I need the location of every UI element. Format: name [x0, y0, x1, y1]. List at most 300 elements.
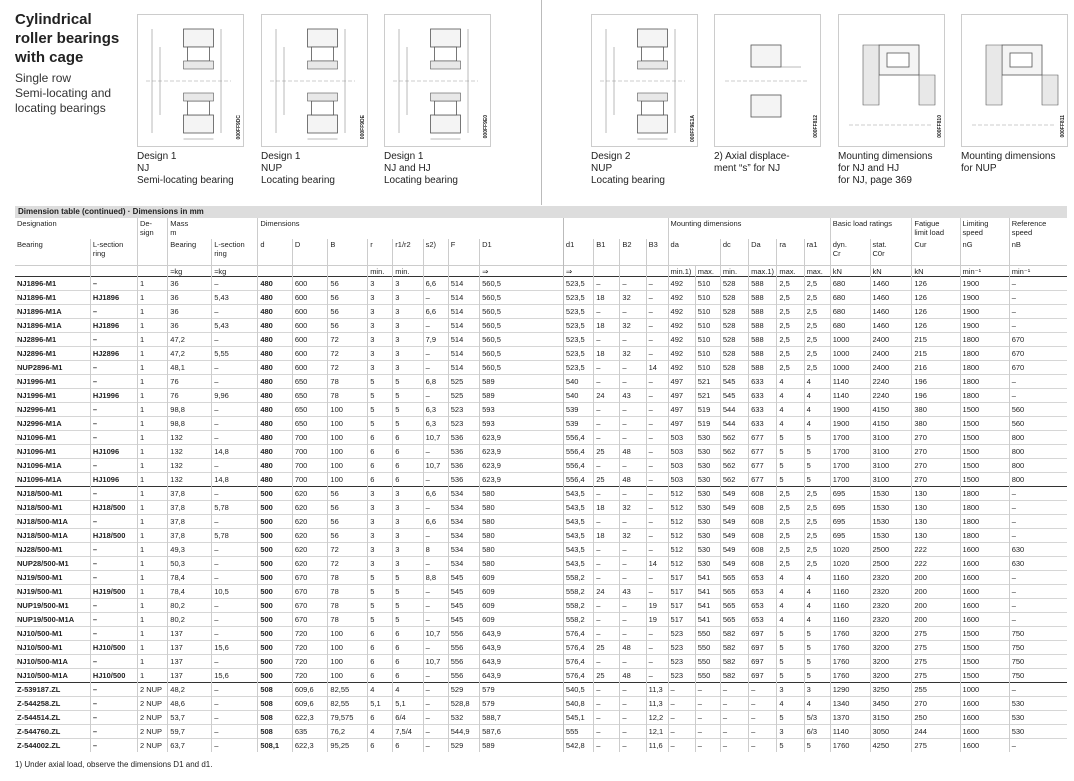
title-line: roller bearings [15, 30, 120, 47]
table-cell: 3 [393, 486, 423, 500]
table-cell: 32 [620, 318, 646, 332]
table-cell: 623,9 [480, 472, 564, 486]
table-cell: 700 [292, 444, 328, 458]
table-cell: – [1009, 682, 1067, 696]
table-cell: NJ1096-M1 [15, 444, 90, 458]
table-cell: 500 [258, 612, 293, 626]
table-cell: – [646, 318, 668, 332]
table-cell: 1600 [960, 542, 1009, 556]
table-cell: NJ10/500-M1A [15, 654, 90, 668]
table-cell: 562 [720, 430, 748, 444]
th-unit: kN [830, 265, 870, 276]
table-cell: – [620, 514, 646, 528]
table-cell: – [423, 444, 448, 458]
table-cell: 3 [777, 682, 804, 696]
table-cell: 78 [328, 388, 368, 402]
table-cell: – [646, 654, 668, 668]
table-cell: 529 [448, 738, 479, 752]
table-cell: – [594, 626, 620, 640]
table-cell: NJ2996-M1A [15, 416, 90, 430]
table-cell: 512 [668, 528, 695, 542]
table-cell: 541 [695, 570, 720, 584]
table-cell: 6 [368, 444, 393, 458]
table-cell: 560,5 [480, 290, 564, 304]
table-cell: 2400 [870, 332, 912, 346]
table-cell: 480 [258, 402, 293, 416]
table-cell: – [620, 374, 646, 388]
table-cell: 492 [668, 332, 695, 346]
table-cell: – [695, 738, 720, 752]
table-cell: – [720, 696, 748, 710]
table-cell: 600 [292, 304, 328, 318]
table-cell: 541 [695, 584, 720, 598]
table-cell: 10,7 [423, 654, 448, 668]
table-cell: – [720, 682, 748, 696]
table-cell: 1340 [830, 696, 870, 710]
table-cell: 480 [258, 332, 293, 346]
table-cell: 56 [328, 290, 368, 304]
table-cell: 56 [328, 486, 368, 500]
table-cell: NUP19/500-M1 [15, 598, 90, 612]
table-cell: 4 [393, 682, 423, 696]
table-cell: 670 [292, 612, 328, 626]
table-cell: 222 [912, 556, 960, 570]
table-cell: 497 [668, 402, 695, 416]
table-cell: 5,43 [212, 318, 258, 332]
th-dimensions-cont [563, 218, 668, 239]
table-cell: 3 [393, 360, 423, 374]
table-cell: – [212, 374, 258, 388]
table-cell: – [749, 738, 777, 752]
table-cell: – [1009, 514, 1067, 528]
table-cell: 492 [668, 318, 695, 332]
table-cell: 100 [328, 654, 368, 668]
table-cell: 130 [912, 514, 960, 528]
table-cell: 3 [368, 556, 393, 570]
table-cell: – [423, 668, 448, 682]
table-cell: 576,4 [563, 626, 593, 640]
table-cell: 18 [594, 528, 620, 542]
table-cell: – [620, 626, 646, 640]
table-cell: 48,1 [168, 360, 212, 374]
table-cell: 523,5 [563, 346, 593, 360]
table-cell: 480 [258, 374, 293, 388]
table-cell: 200 [912, 584, 960, 598]
table-cell: 653 [749, 570, 777, 584]
table-cell: – [594, 514, 620, 528]
table-cell: 56 [328, 528, 368, 542]
table-cell: – [646, 500, 668, 514]
table-cell: – [668, 738, 695, 752]
table-cell: 6 [393, 626, 423, 640]
table-cell: 2400 [870, 360, 912, 374]
table-cell: 800 [1009, 472, 1067, 486]
table-cell: – [749, 696, 777, 710]
table-cell: 680 [830, 304, 870, 318]
table-cell: 4 [777, 374, 804, 388]
table-cell: 2,5 [777, 290, 804, 304]
table-cell: 275 [912, 626, 960, 640]
table-cell: 580 [480, 528, 564, 542]
th-F: F [448, 239, 479, 265]
table-cell: 5 [368, 416, 393, 430]
table-cell: 588 [749, 332, 777, 346]
table-cell: 1290 [830, 682, 870, 696]
table-cell: – [646, 640, 668, 654]
table-cell: 545 [448, 612, 479, 626]
table-cell: – [668, 710, 695, 724]
table-cell: 2,5 [804, 514, 830, 528]
table-cell: HJ1096 [90, 444, 137, 458]
table-cell: 650 [292, 402, 328, 416]
table-cell: 1500 [960, 668, 1009, 682]
table-cell: 500 [258, 542, 293, 556]
table-cell: 643,9 [480, 626, 564, 640]
table-cell: 2 NUP [137, 696, 167, 710]
table-cell: 14,8 [212, 472, 258, 486]
table-cell: NJ2996-M1 [15, 402, 90, 416]
table-cell: 6,6 [423, 276, 448, 290]
table-cell: 275 [912, 654, 960, 668]
th-D: D [292, 239, 328, 265]
table-cell: 24 [594, 584, 620, 598]
table-cell: 1530 [870, 528, 912, 542]
table-cell: 560,5 [480, 332, 564, 346]
table-cell: 480 [258, 416, 293, 430]
table-cell: 18 [594, 290, 620, 304]
table-cell: 2240 [870, 374, 912, 388]
table-cell: – [646, 304, 668, 318]
table-cell: 4 [777, 388, 804, 402]
table-cell: 3 [368, 318, 393, 332]
table-cell: – [620, 360, 646, 374]
table-cell: 534 [448, 528, 479, 542]
table-cell: 2500 [870, 542, 912, 556]
table-cell: 549 [720, 514, 748, 528]
table-cell: 6,6 [423, 486, 448, 500]
table-cell: 5 [393, 388, 423, 402]
table-row [15, 444, 1067, 458]
table-cell: 6 [368, 430, 393, 444]
table-cell: 512 [668, 514, 695, 528]
table-cell: 545 [448, 598, 479, 612]
table-cell: 492 [668, 346, 695, 360]
table-row [15, 304, 1067, 318]
th-arrow: ⇒ [563, 265, 593, 276]
table-cell: 720 [292, 654, 328, 668]
table-cell: 549 [720, 486, 748, 500]
table-cell: 100 [328, 416, 368, 430]
table-cell: 2,5 [777, 514, 804, 528]
table-cell: 196 [912, 374, 960, 388]
caption-line: Semi-locating bearing [137, 175, 234, 186]
header-divider [541, 0, 542, 205]
table-cell: 560,5 [480, 360, 564, 374]
table-cell: NJ1896-M1A [15, 304, 90, 318]
table-cell: 130 [912, 500, 960, 514]
table-cell: 4 [804, 612, 830, 626]
table-cell: 697 [749, 654, 777, 668]
table-cell: 562 [720, 444, 748, 458]
table-cell: – [620, 430, 646, 444]
table-cell: 600 [292, 318, 328, 332]
th-r12: r1/r2 [393, 239, 423, 265]
table-cell: 650 [292, 388, 328, 402]
table-cell: 4 [804, 598, 830, 612]
table-cell: 1530 [870, 486, 912, 500]
table-cell: 565 [720, 598, 748, 612]
table-cell: 1500 [960, 626, 1009, 640]
th-bearing: Bearing [17, 240, 43, 249]
table-cell: 500 [258, 668, 293, 682]
th-D1: D1 [480, 239, 564, 265]
th-B3: B3 [646, 239, 668, 265]
table-cell: 3100 [870, 430, 912, 444]
table-cell: 32 [620, 528, 646, 542]
caption-line: Mounting dimensions [961, 151, 1056, 162]
table-cell: 1900 [830, 402, 870, 416]
table-cell: 528 [720, 346, 748, 360]
table-cell: 620 [292, 500, 328, 514]
table-cell: 19 [646, 598, 668, 612]
table-cell: 588 [749, 276, 777, 290]
table-cell: 4 [804, 696, 830, 710]
th-mounting: Mounting dimensions [668, 218, 830, 239]
table-cell: 576,4 [563, 640, 593, 654]
table-cell: NJ1096-M1A [15, 472, 90, 486]
table-cell: 480 [258, 276, 293, 290]
table-cell: – [423, 738, 448, 752]
figure-caption [714, 151, 790, 175]
table-cell: 653 [749, 598, 777, 612]
table-row [15, 360, 1067, 374]
table-cell: 523 [448, 402, 479, 416]
table-cell: 76,2 [328, 724, 368, 738]
table-cell: 580 [480, 500, 564, 514]
table-cell: 126 [912, 304, 960, 318]
table-cell: Z-544258.ZL [15, 696, 90, 710]
table-cell: – [646, 388, 668, 402]
table-cell: 720 [292, 626, 328, 640]
table-cell: 1800 [960, 332, 1009, 346]
table-cell: 492 [668, 276, 695, 290]
th-design: De- sign [137, 218, 167, 239]
table-cell: 609 [480, 584, 564, 598]
table-cell: 3 [368, 290, 393, 304]
table-cell: – [620, 416, 646, 430]
table-cell: – [212, 276, 258, 290]
table-cell: 523,5 [563, 304, 593, 318]
table-cell: NJ1896-M1A [15, 318, 90, 332]
table-cell: 1 [137, 570, 167, 584]
table-cell: – [668, 724, 695, 738]
th-min: min. [720, 265, 748, 276]
table-cell: 36 [168, 290, 212, 304]
table-cell: 633 [749, 402, 777, 416]
table-cell: NJ1896-M1 [15, 276, 90, 290]
table-cell: 200 [912, 598, 960, 612]
th-unit: min⁻¹ [960, 265, 1009, 276]
table-cell: 1500 [960, 430, 1009, 444]
table-cell: 2,5 [777, 346, 804, 360]
title-line: with cage [15, 49, 84, 66]
table-cell: 6 [393, 668, 423, 682]
table-cell: 1 [137, 500, 167, 514]
table-cell: 5 [393, 402, 423, 416]
table-cell: 76 [168, 388, 212, 402]
table-cell: 9,96 [212, 388, 258, 402]
table-cell: 3200 [870, 626, 912, 640]
table-cell: 589 [480, 388, 564, 402]
table-cell: – [90, 612, 137, 626]
table-cell: 541 [695, 612, 720, 626]
table-cell: 480 [258, 472, 293, 486]
table-cell: 500 [258, 514, 293, 528]
table-cell: 558,2 [563, 598, 593, 612]
caption-line: NUP [591, 163, 613, 174]
table-row [15, 472, 1067, 486]
table-cell: NJ28/500-M1 [15, 542, 90, 556]
table-cell: 3200 [870, 640, 912, 654]
table-cell: 76 [168, 374, 212, 388]
table-cell: 558,2 [563, 570, 593, 584]
table-cell: 2 NUP [137, 682, 167, 696]
table-cell: 56 [328, 276, 368, 290]
table-cell: 3 [368, 276, 393, 290]
table-cell: 100 [328, 626, 368, 640]
table-cell: 1500 [960, 458, 1009, 472]
table-cell: – [212, 416, 258, 430]
table-row [15, 542, 1067, 556]
table-cell: – [90, 304, 137, 318]
table-cell: 677 [749, 430, 777, 444]
table-cell: 6 [393, 738, 423, 752]
table-cell: 132 [168, 430, 212, 444]
figure-caption [591, 151, 665, 187]
table-cell: 750 [1009, 668, 1067, 682]
table-cell: 560,5 [480, 304, 564, 318]
table-cell: 5 [368, 388, 393, 402]
table-cell: 480 [258, 430, 293, 444]
table-cell: 556,4 [563, 430, 593, 444]
table-cell: 620 [292, 542, 328, 556]
table-cell: NUP28/500-M1 [15, 556, 90, 570]
table-cell: 514 [448, 276, 479, 290]
table-cell: 1700 [830, 472, 870, 486]
table-cell: 589 [480, 738, 564, 752]
table-cell: 5 [393, 374, 423, 388]
th-max: max.1) [749, 265, 777, 276]
caption-line: for NJ, page 369 [838, 175, 912, 186]
table-cell: 556 [448, 668, 479, 682]
table-cell: – [423, 472, 448, 486]
table-cell: Z-544760.ZL [15, 724, 90, 738]
table-cell: 497 [668, 388, 695, 402]
th-dyn: dyn. Cr [830, 239, 870, 265]
table-cell: 508 [258, 724, 293, 738]
table-cell: 643,9 [480, 654, 564, 668]
table-cell: 519 [695, 416, 720, 430]
table-row [15, 416, 1067, 430]
table-cell: 3050 [870, 724, 912, 738]
table-cell: 589 [480, 374, 564, 388]
table-cell: 1760 [830, 654, 870, 668]
caption-line: ment “s” for NJ [714, 163, 781, 174]
table-cell: – [90, 682, 137, 696]
table-cell: 580 [480, 542, 564, 556]
table-cell: NUP2896-M1 [15, 360, 90, 374]
table-cell: 37,8 [168, 500, 212, 514]
table-cell: 2320 [870, 570, 912, 584]
table-cell: – [212, 724, 258, 738]
table-cell: 650 [292, 374, 328, 388]
th-reference: Reference speed [1009, 218, 1067, 239]
table-cell: 608 [749, 528, 777, 542]
table-cell: 620 [292, 528, 328, 542]
table-cell: 528 [720, 276, 748, 290]
table-cell: – [423, 360, 448, 374]
table-cell: 556,4 [563, 444, 593, 458]
figure-code: 000FF811 [1060, 115, 1066, 138]
table-cell: 275 [912, 640, 960, 654]
table-cell: 5 [777, 444, 804, 458]
figure-caption [384, 151, 458, 187]
table-cell: HJ18/500 [90, 500, 137, 514]
table-cell: 12,2 [646, 710, 668, 724]
table-cell: 579 [480, 682, 564, 696]
table-cell: 480 [258, 346, 293, 360]
table-cell: 380 [912, 416, 960, 430]
table-cell: – [212, 626, 258, 640]
table-cell: 4 [368, 682, 393, 696]
table-cell: 514 [448, 290, 479, 304]
table-cell: 514 [448, 304, 479, 318]
table-row [15, 374, 1067, 388]
table-cell: 1 [137, 374, 167, 388]
table-cell: – [90, 738, 137, 752]
table-cell: 36 [168, 276, 212, 290]
table-row [15, 696, 1067, 710]
table-cell: – [594, 710, 620, 724]
table-cell: NJ19/500-M1 [15, 570, 90, 584]
table-cell: 6 [368, 472, 393, 486]
table-cell: 2,5 [804, 556, 830, 570]
table-cell: 14 [646, 360, 668, 374]
table-cell: 534 [448, 500, 479, 514]
table-cell: – [594, 402, 620, 416]
table-cell: – [1009, 304, 1067, 318]
table-cell: 3 [777, 724, 804, 738]
table-cell: 1600 [960, 570, 1009, 584]
table-cell: 556 [448, 640, 479, 654]
table-cell: 500 [258, 570, 293, 584]
page-title [15, 10, 119, 67]
page-header [0, 0, 1074, 205]
table-cell: 503 [668, 430, 695, 444]
table-cell: 1760 [830, 668, 870, 682]
table-cell: 558,2 [563, 612, 593, 626]
caption-line: Locating bearing [261, 175, 335, 186]
th-ng: nG [960, 239, 1009, 265]
bearing-drawing [714, 14, 821, 147]
table-cell: 1800 [960, 346, 1009, 360]
table-cell: 137 [168, 626, 212, 640]
table-cell: 1600 [960, 710, 1009, 724]
table-cell: 500 [258, 584, 293, 598]
table-cell: 1 [137, 458, 167, 472]
table-cell: – [594, 542, 620, 556]
table-cell: 200 [912, 570, 960, 584]
